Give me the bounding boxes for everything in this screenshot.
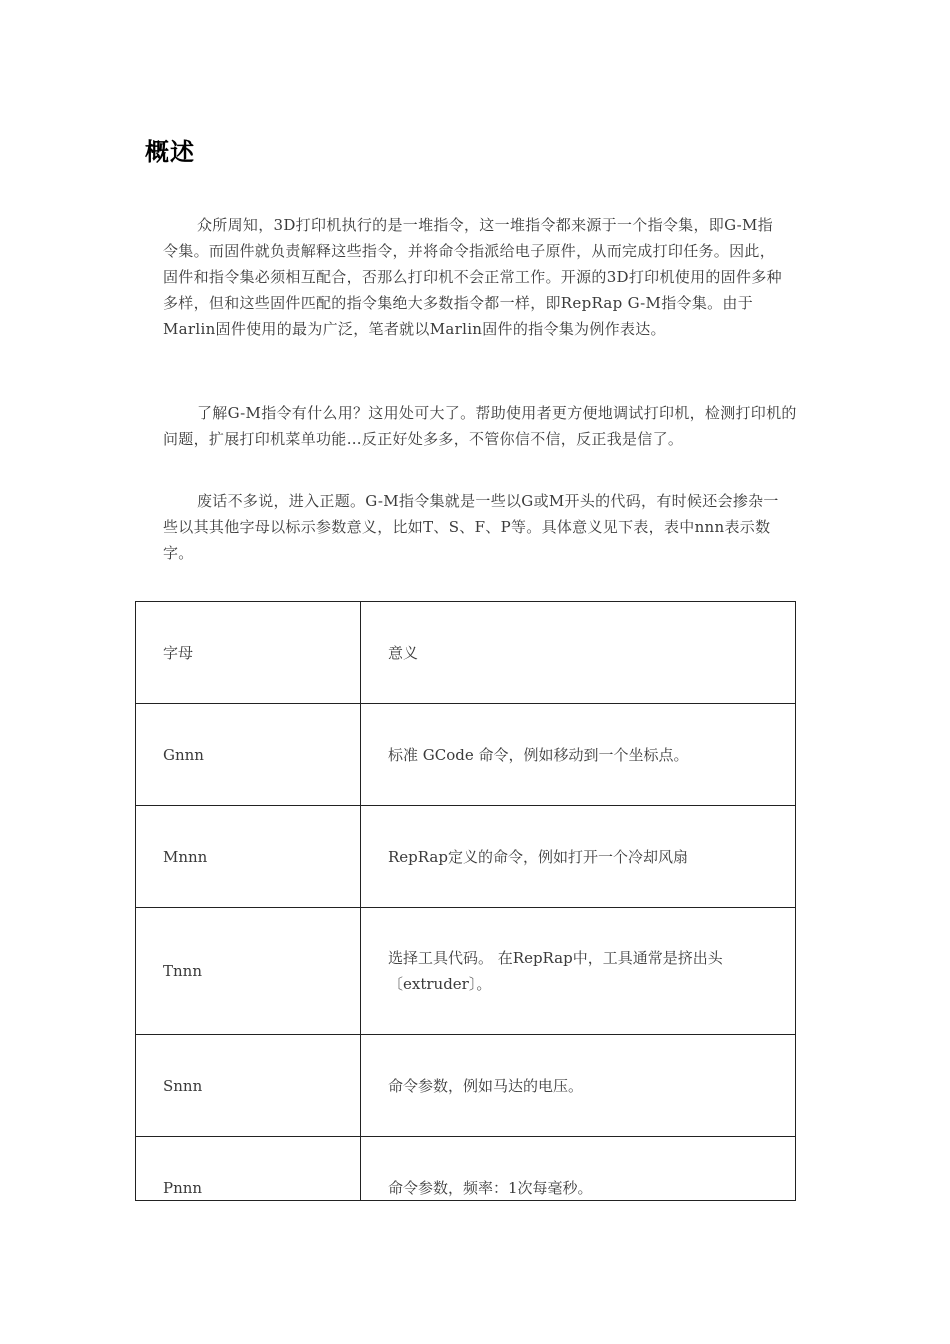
page-title: 概述: [145, 137, 195, 166]
table-row: [136, 806, 796, 908]
table-cell-meaning: 选择工具代码。 在RepRap中，工具通常是挤出头〔extruder〕。: [361, 908, 796, 1035]
gcode-letter-table: [135, 601, 796, 1201]
table-header-meaning: 意义: [361, 602, 796, 704]
table-cell-meaning: 命令参数，例如马达的电压。: [361, 1035, 796, 1137]
table-cell-letter: Mnnn: [136, 806, 361, 908]
table-row: [136, 908, 796, 1035]
table-cell-letter: Gnnn: [136, 704, 361, 806]
table-header-row: [136, 602, 796, 704]
table-cell-meaning: RepRap定义的命令，例如打开一个冷却风扇: [361, 806, 796, 908]
table-cell-letter: Tnnn: [136, 908, 361, 1035]
topic-paragraph: 废话不多说，进入正题。G-M指令集就是一些以G或M开头的代码，有时候还会掺杂一些以其其他字母以标示参数意义，比如T、S、F、P等。具体意义见下表，表中nnn表示数字。: [163, 492, 779, 562]
table-cell-meaning: 命令参数，频率：1次每毫秒。: [388, 1179, 593, 1197]
intro-paragraph: 众所周知，3D打印机执行的是一堆指令，这一堆指令都来源于一个指令集，即G-M指令集。而固件就负责解释这些指令，并将命令指派给电子原件，从而完成打印任务。因此，固件和指令集必须相互配合，否那么打印机不会正常工作。开源的3D打印机使用的固件多种多样，但和这些固件匹配的指令集绝大多数指令都一样，即RepRap G-M指令集。由于Marlin固件使用的最为广泛，笔者就以Marlin固件的指令集为例作表达。: [163, 216, 782, 338]
table-cell-letter: Pnnn: [163, 1179, 203, 1197]
table-cell-meaning: 标准 GCode 命令，例如移动到一个坐标点。: [361, 704, 796, 806]
table-header-letter: 字母: [136, 602, 361, 704]
purpose-paragraph: 了解G-M指令有什么用？这用处可大了。帮助使用者更方便地调试打印机，检测打印机的问题，扩展打印机菜单功能…反正好处多多，不管你信不信，反正我是信了。: [163, 404, 797, 448]
table-row: [136, 704, 796, 806]
table-row: [136, 1035, 796, 1137]
table-cell-letter: Snnn: [136, 1035, 361, 1137]
table-row: [136, 1137, 796, 1201]
